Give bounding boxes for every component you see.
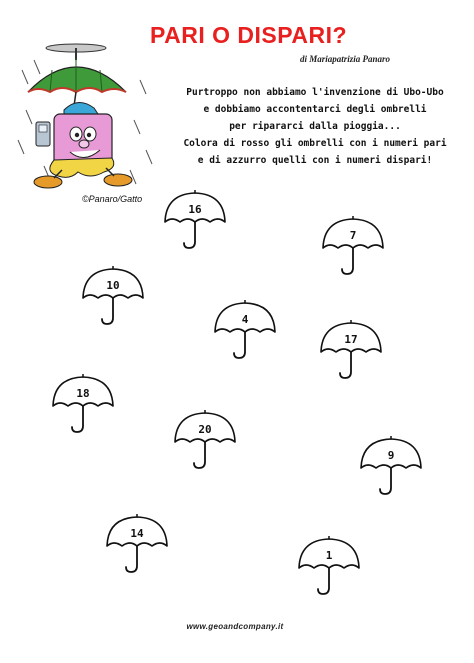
umbrella-17[interactable] [318,318,384,380]
footer-website: www.geoandcompany.it [186,622,284,631]
umbrella-icon [358,434,424,496]
umbrella-icon [296,534,362,596]
umbrella-number: 7 [349,229,357,242]
umbrella-7[interactable] [320,214,386,276]
umbrella-10[interactable] [80,264,146,326]
instruction-line: Colora di rosso gli ombrelli con i numeri pari [183,138,447,149]
umbrella-9[interactable] [358,434,424,496]
umbrella-icon [104,512,170,574]
umbrella-mascot-illustration [14,40,164,190]
page-title: PARI O DISPARI? [150,22,348,48]
umbrella-icon [212,298,278,360]
illustration-credit: ©Panaro/Gatto [82,194,143,204]
umbrella-1[interactable] [296,534,362,596]
umbrella-18[interactable] [50,372,116,434]
umbrella-number: 18 [76,387,90,400]
umbrella-16[interactable] [162,188,228,250]
instruction-line: per ripararci dalla pioggia... [229,121,401,132]
umbrella-icon [80,264,146,326]
umbrella-number: 1 [325,549,333,562]
umbrella-number: 4 [241,313,249,326]
umbrella-4[interactable] [212,298,278,360]
umbrella-number: 17 [344,333,358,346]
umbrella-icon [318,318,384,380]
umbrella-number: 9 [387,449,395,462]
instruction-line: e dobbiamo accontentarci degli ombrelli [203,104,427,115]
umbrella-14[interactable] [104,512,170,574]
umbrella-icon [50,372,116,434]
instructions-text [170,84,460,169]
umbrella-number: 20 [198,423,212,436]
umbrella-number: 14 [130,527,144,540]
umbrella-icon [320,214,386,276]
umbrella-icon [162,188,228,250]
umbrella-number: 10 [106,279,120,292]
instruction-line: Purtroppo non abbiamo l'invenzione di Ubo-Ubo [186,87,444,98]
umbrella-number: 16 [188,203,202,216]
author-line: di Mariapatrizia Panaro [300,54,391,64]
umbrella-icon [172,408,238,470]
umbrella-20[interactable] [172,408,238,470]
instruction-line: e di azzurro quelli con i numeri dispari! [197,155,433,166]
